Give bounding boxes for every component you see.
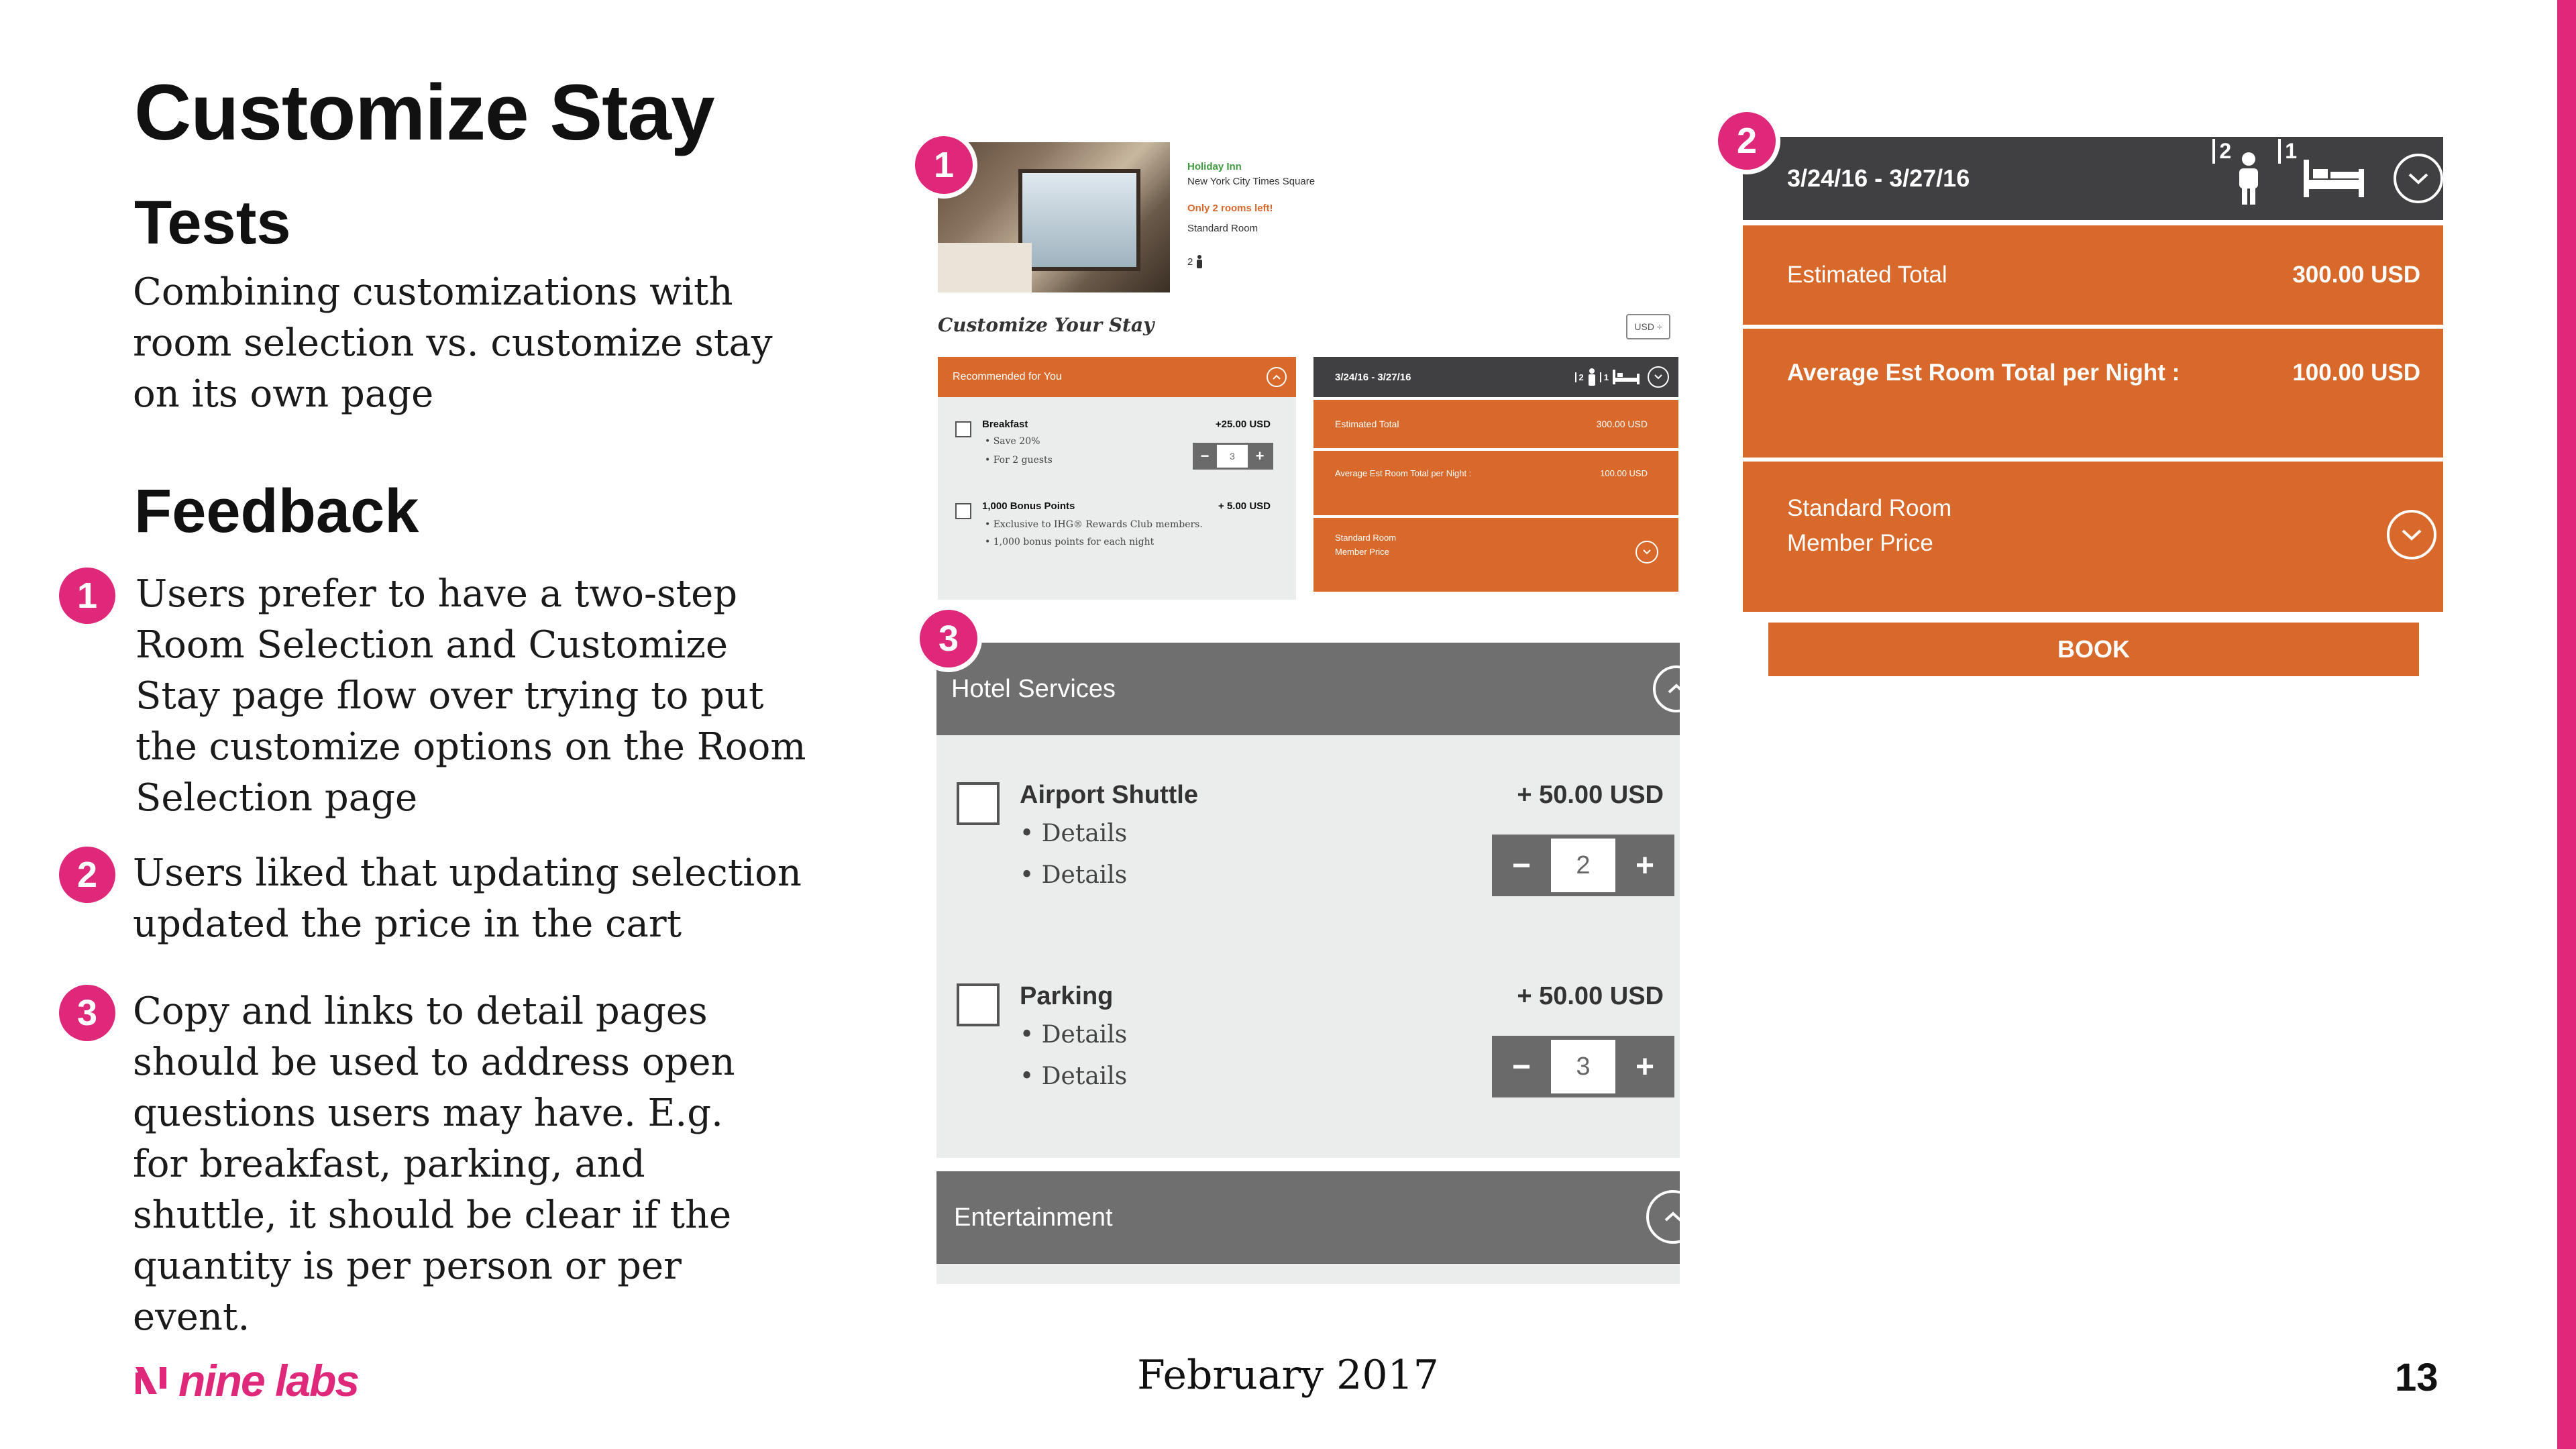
room-type: Standard Room — [1187, 223, 1258, 234]
breakfast-minus-button[interactable]: − — [1200, 447, 1210, 464]
parking-detail-2[interactable]: • Details — [1020, 1063, 1128, 1090]
chevron-down-icon[interactable] — [1648, 366, 1669, 388]
bonus-points-detail-1: • Exclusive to IHG® Rewards Club members. — [985, 519, 1203, 530]
nine-labs-wordmark: nine labs — [178, 1356, 359, 1405]
rooms-left: Only 2 rooms left! — [1187, 203, 1273, 214]
mini-cart-room-rate: Member Price — [1335, 547, 1389, 557]
breakfast-quantity-stepper[interactable] — [1193, 443, 1273, 470]
breakfast-detail-2: • For 2 guests — [985, 455, 1053, 466]
chevron-down-icon[interactable] — [1635, 541, 1658, 564]
feedback-item-1: Users prefer to have a two-step Room Selection and Customize Stay page flow over trying to put the customize options on the Room Selection page — [136, 572, 806, 820]
mini-cart-estimated-total-value: 300.00 USD — [1596, 419, 1648, 429]
room-rate-label: Member Price — [1787, 530, 1933, 556]
mini-cart-average-row — [1313, 451, 1678, 515]
cart-dates: 3/24/16 - 3/27/16 — [1787, 164, 1970, 192]
average-room-total-row — [1743, 329, 2443, 458]
person-icon — [2238, 152, 2259, 205]
airport-shuttle-detail-2[interactable]: • Details — [1020, 861, 1128, 889]
mini-cart — [1313, 357, 1678, 600]
tests-body: Combining customizations with room selection vs. customize stay on its own page — [133, 270, 773, 416]
parking-detail-1[interactable]: • Details — [1020, 1021, 1128, 1049]
airport-shuttle-checkbox[interactable] — [957, 782, 1000, 825]
accent-bar — [2557, 0, 2576, 1449]
parking-quantity-stepper[interactable] — [1492, 1036, 1674, 1097]
feedback-item-3: Copy and links to detail pages should be used to address open questions users may have. E.g. for breakfast, parking, and shuttle, it should be clear if the quantity is per person or per event. — [133, 989, 735, 1339]
hotel-services-title: Hotel Services — [951, 674, 1116, 703]
hotel-brand: Holiday Inn — [1187, 161, 1242, 172]
chevron-up-icon[interactable] — [1267, 367, 1287, 387]
estimated-total-value: 300.00 USD — [2292, 262, 2420, 288]
shot2-badge: 2 — [1713, 107, 1780, 174]
parking-plus-button[interactable]: + — [1635, 1049, 1655, 1085]
page-number: 13 — [2395, 1356, 2438, 1399]
shot3-badge: 3 — [915, 605, 982, 672]
airport-shuttle-price: + 50.00 USD — [1517, 781, 1664, 809]
cart-panel — [1743, 137, 2443, 680]
chevron-up-icon[interactable] — [1653, 665, 1680, 712]
customize-your-stay-title: Customize Your Stay — [938, 314, 1155, 336]
room-rate-row[interactable] — [1743, 462, 2443, 612]
estimated-total-label: Estimated Total — [1787, 262, 1947, 288]
chevron-down-icon[interactable] — [2387, 510, 2436, 559]
hotel-services-panel — [936, 643, 1680, 1308]
mini-cart-estimated-total-row — [1313, 400, 1678, 448]
feedback-badge-3: 3 — [59, 985, 115, 1041]
bed-icon — [1613, 370, 1640, 384]
person-icon — [1195, 255, 1203, 268]
cart-guests: 2 — [2212, 139, 2231, 164]
book-area — [1743, 613, 2443, 680]
tests-heading: Tests — [134, 189, 291, 257]
mini-cart-estimated-total-label: Estimated Total — [1335, 419, 1399, 429]
feedback-item-2: Users liked that updating selection updated the price in the cart — [133, 851, 802, 946]
entertainment-header[interactable] — [936, 1171, 1680, 1264]
feedback-badge-1: 1 — [59, 568, 115, 624]
feedback-heading: Feedback — [134, 477, 419, 545]
airport-shuttle-name: Airport Shuttle — [1020, 781, 1198, 809]
hotel-services-list — [936, 735, 1680, 1158]
airport-shuttle-detail-1[interactable]: • Details — [1020, 820, 1128, 847]
breakfast-name: Breakfast — [982, 419, 1028, 430]
guest-count-value: 2 — [1187, 256, 1193, 268]
bonus-points-detail-2: • 1,000 bonus points for each night — [985, 537, 1155, 547]
cart-beds: 1 — [2278, 139, 2297, 164]
mini-cart-average-label: Average Est Room Total per Night : — [1335, 468, 1472, 478]
parking-price: + 50.00 USD — [1517, 982, 1664, 1010]
chevron-up-icon[interactable] — [1646, 1190, 1680, 1244]
bed-icon — [2304, 160, 2364, 197]
average-room-total-value: 100.00 USD — [2292, 360, 2420, 386]
parking-checkbox[interactable] — [957, 983, 1000, 1026]
mini-cart-room-type: Standard Room — [1335, 533, 1397, 543]
airport-shuttle-quantity-stepper[interactable] — [1492, 835, 1674, 896]
breakfast-price: +25.00 USD — [1215, 419, 1271, 430]
breakfast-quantity-value[interactable]: 3 — [1217, 445, 1248, 468]
mini-cart-dates: 3/24/16 - 3/27/16 — [1335, 371, 1411, 383]
footer-date: February 2017 — [1137, 1352, 1439, 1399]
recommended-panel — [938, 357, 1296, 600]
mini-cart-average-value: 100.00 USD — [1600, 468, 1648, 478]
bonus-points-name: 1,000 Bonus Points — [982, 500, 1075, 512]
currency-select[interactable]: USD ÷ — [1626, 314, 1670, 339]
room-type-label: Standard Room — [1787, 495, 1952, 521]
hotel-name[interactable]: New York City Times Square — [1187, 176, 1316, 187]
parking-name: Parking — [1020, 982, 1114, 1010]
hotel-services-header[interactable] — [936, 643, 1680, 735]
chevron-down-icon[interactable] — [2394, 154, 2443, 203]
airport-shuttle-minus-button[interactable]: − — [1511, 847, 1532, 883]
airport-shuttle-quantity-value[interactable]: 2 — [1551, 839, 1615, 892]
breakfast-detail-1: • Save 20% — [985, 436, 1040, 447]
feedback-badge-2: 2 — [59, 847, 115, 903]
person-icon — [1588, 368, 1596, 386]
estimated-total-row — [1743, 225, 2443, 325]
mini-cart-header[interactable] — [1313, 357, 1678, 397]
guest-count — [1187, 255, 1203, 268]
mini-cart-beds: 1 — [1600, 372, 1609, 382]
mini-cart-guests: 2 — [1575, 372, 1584, 382]
recommended-header-label: Recommended for You — [953, 371, 1062, 382]
parking-minus-button[interactable]: − — [1511, 1049, 1532, 1085]
average-room-total-label: Average Est Room Total per Night : — [1787, 360, 2180, 386]
entertainment-title: Entertainment — [954, 1203, 1113, 1232]
book-button[interactable]: BOOK — [1768, 623, 2419, 676]
recommended-header[interactable] — [938, 357, 1296, 397]
bonus-points-price: + 5.00 USD — [1218, 500, 1271, 512]
slide-title: Customize Stay — [134, 68, 714, 157]
parking-quantity-value[interactable]: 3 — [1551, 1040, 1615, 1093]
airport-shuttle-plus-button[interactable]: + — [1635, 847, 1655, 883]
cart-header[interactable] — [1743, 137, 2443, 220]
shot1-badge: 1 — [910, 131, 977, 199]
breakfast-plus-button[interactable]: + — [1255, 447, 1265, 464]
breakfast-checkbox[interactable] — [955, 421, 971, 437]
bonus-points-checkbox[interactable] — [955, 503, 971, 519]
mini-cart-room-row[interactable] — [1313, 518, 1678, 592]
